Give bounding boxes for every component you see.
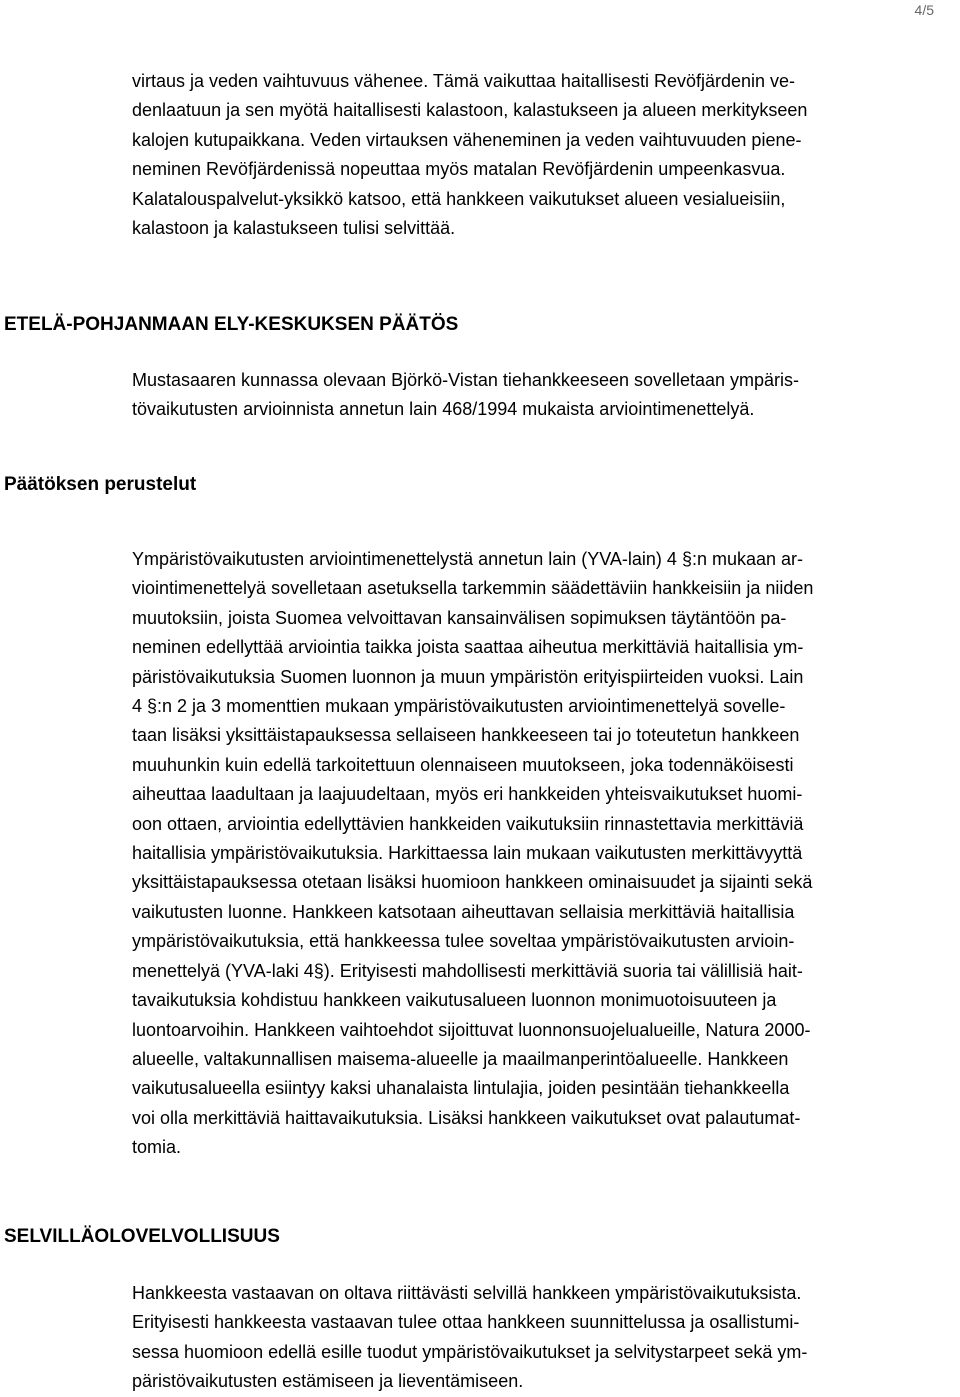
intro-line: virtaus ja veden vaihtuvuus vähenee. Tämä vaikuttaa haitallisesti Revöfjärdenin ve- xyxy=(132,71,796,91)
reasons-line: päristövaikutuksia Suomen luonnon ja muun ympäristön erityispiirteiden vuoksi. Lain xyxy=(132,666,804,687)
reasons-line: menettelyä (YVA-laki 4§). Erityisesti mahdollisesti merkittäviä suoria tai välillisiä hait- xyxy=(132,960,803,981)
intro-line: neminen Revöfjärdenissä nopeuttaa myös matalan Revöfjärdenin umpeenkasvua. xyxy=(132,159,786,180)
clarity-line: sessa huomioon edellä esille tuodut ympäristövaikutukset ja selvitystarpeet sekä ym- xyxy=(132,1341,808,1362)
reasons-line: yksittäistapauksessa otetaan lisäksi huomioon hankkeen ominaisuudet ja sijainti sekä xyxy=(132,872,813,893)
reasons-line: Ympäristövaikutusten arviointimenettelystä annetun lain (YVA-lain) 4 §:n mukaan ar- xyxy=(132,549,804,569)
reasons-line: alueelle, valtakunnallisen maisema-alueelle ja maailmanperintöalueelle. Hankkeen xyxy=(132,1048,789,1069)
decision-line: tövaikutusten arvioinnista annetun lain 468/1994 mukaista arviointimenettelyä. xyxy=(132,399,755,420)
reasons-line: luontoarvoihin. Hankkeen vaihtoehdot sijoittuvat luonnonsuojelualueille, Natura 2000- xyxy=(132,1019,811,1040)
decision-heading: ETELÄ-POHJANMAAN ELY-KESKUKSEN PÄÄTÖS xyxy=(4,314,459,335)
reasons-line: oon ottaen, arviointia edellyttävien hankkeiden vaikutuksiin rinnastettavia merkittäviä xyxy=(132,813,804,834)
intro-line: Kalatalouspalvelut-yksikkö katsoo, että hankkeen vaikutukset alueen vesialueisiin, xyxy=(132,188,786,209)
intro-paragraph xyxy=(132,67,954,243)
reasons-line: neminen edellyttää arviointia taikka joista saattaa aiheutua merkittäviä haitallisia ym- xyxy=(132,637,804,658)
reasons-line: ympäristövaikutuksia, että hankkeessa tulee soveltaa ympäristövaikutusten arvioin- xyxy=(132,931,795,952)
intro-line: kalojen kutupaikkana. Veden virtauksen väheneminen ja veden vaihtuvuuden piene- xyxy=(132,129,802,150)
reasons-heading: Päätöksen perustelut xyxy=(4,474,197,495)
decision-paragraph xyxy=(132,366,954,425)
reasons-line: 4 §:n 2 ja 3 momenttien mukaan ympäristövaikutusten arviointimenettelyä sovelle- xyxy=(132,696,786,717)
clarity-line: päristövaikutusten estämiseen ja lieventämiseen. xyxy=(132,1371,524,1392)
reasons-line: vaikutusten luonne. Hankkeen katsotaan aiheuttavan sellaisia merkittäviä haitallisia xyxy=(132,901,795,922)
decision-line: Mustasaaren kunnassa olevaan Björkö-Vistan tiehankkeeseen sovelletaan ympäris- xyxy=(132,370,800,390)
reasons-line: haitallisia ympäristövaikutuksia. Harkittaessa lain mukaan vaikutusten merkittävyyttä xyxy=(132,843,803,864)
reasons-paragraph xyxy=(132,545,954,1163)
clarity-paragraph xyxy=(132,1279,954,1397)
clarity-line: Hankkeesta vastaavan on oltava riittävästi selvillä hankkeen ympäristövaikutuksista. xyxy=(132,1283,802,1303)
reasons-line: tomia. xyxy=(132,1137,182,1158)
reasons-line: tavaikutuksia kohdistuu hankkeen vaikutusalueen luonnon monimuotoisuuteen ja xyxy=(132,990,777,1011)
clarity-heading: SELVILLÄOLOVELVOLLISUUS xyxy=(4,1226,280,1247)
clarity-line: Erityisesti hankkeesta vastaavan tulee ottaa hankkeen suunnittelussa ja osallistumi- xyxy=(132,1312,800,1333)
reasons-line: muutoksiin, joista Suomea velvoittavan kansainvälisen sopimuksen täytäntöön pa- xyxy=(132,607,787,628)
page-number: 4/5 xyxy=(914,2,934,18)
reasons-line: voi olla merkittäviä haittavaikutuksia. Lisäksi hankkeen vaikutukset ovat palautumat- xyxy=(132,1107,801,1128)
intro-line: denlaatuun ja sen myötä haitallisesti kalastoon, kalastukseen ja alueen merkitykseen xyxy=(132,100,808,121)
reasons-line: aiheuttaa laadultaan ja laajuudeltaan, myös eri hankkeiden yhteisvaikutukset huomi- xyxy=(132,784,803,805)
reasons-line: vaikutusalueella esiintyy kaksi uhanalaista lintulajia, joiden pesintään tiehankkeella xyxy=(132,1078,790,1099)
intro-line: kalastoon ja kalastukseen tulisi selvittää. xyxy=(132,218,456,239)
reasons-line: muuhunkin kuin edellä tarkoitettuun olennaiseen muutokseen, joka todennäköisesti xyxy=(132,754,794,775)
reasons-line: taan lisäksi yksittäistapauksessa sellaiseen hankkeeseen tai jo toteutetun hankkeen xyxy=(132,725,800,746)
reasons-line: viointimenettelyä sovelletaan asetuksella tarkemmin säädettäviin hankkeisiin ja niiden xyxy=(132,578,814,599)
